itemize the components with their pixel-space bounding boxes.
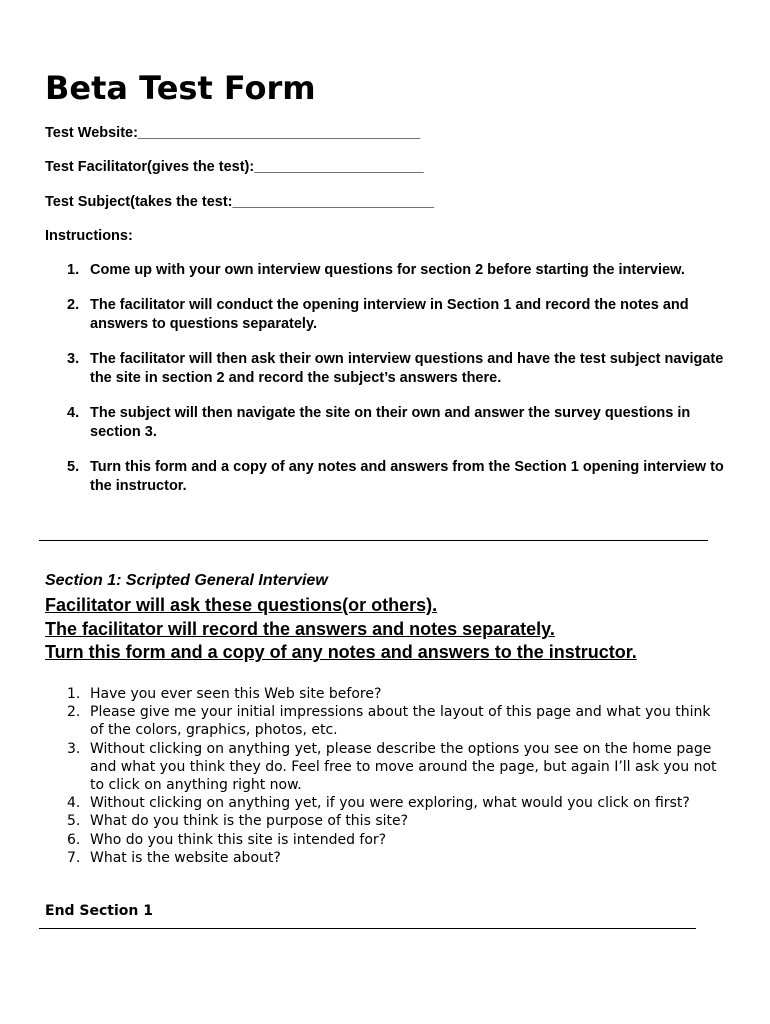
item-text: Please give me your initial impressions about the layout of this page and what you think of the colors, graphics, photos, etc. xyxy=(90,704,711,739)
item-number: 3. xyxy=(67,350,80,367)
end-section-1-label: End Section 1 xyxy=(45,903,153,919)
instructions-list xyxy=(45,261,725,512)
question-item xyxy=(45,812,725,830)
item-number: 7. xyxy=(67,849,81,866)
instruction-item xyxy=(45,404,725,443)
question-item xyxy=(45,831,725,849)
question-item xyxy=(45,703,725,739)
test-facilitator-field: Test Facilitator(gives the test):_____________________ xyxy=(45,159,424,175)
item-number: 1. xyxy=(67,686,81,702)
question-item xyxy=(45,849,725,867)
instruction-item xyxy=(45,261,725,281)
item-number: 2. xyxy=(67,296,80,313)
divider-line xyxy=(39,928,696,929)
item-text: What is the website about? xyxy=(90,849,281,866)
item-text: The subject will then navigate the site on their own and answer the survey questions in section 3. xyxy=(90,404,691,440)
question-item xyxy=(45,794,725,812)
item-number: 3. xyxy=(67,740,81,757)
instructions-label: Instructions: xyxy=(45,228,133,244)
item-text: Turn this form and a copy of any notes and answers from the Section 1 opening interview to the instructor. xyxy=(90,458,724,494)
item-text: Without clicking on anything yet, if you were exploring, what would you click on first? xyxy=(90,795,690,812)
item-text: The facilitator will then ask their own interview questions and have the test subject navigate the site in section 2 and record the subject’s answers there. xyxy=(90,350,724,386)
item-number: 6. xyxy=(67,831,81,848)
section-1-note: The facilitator will record the answers and notes separately. xyxy=(45,619,555,639)
section-1-note: Turn this form and a copy of any notes and answers to the instructor. xyxy=(45,642,637,662)
item-text: Without clicking on anything yet, please describe the options you see on the home page and what you think they do. Feel free to move around the page, but again I’ll ask you not to click on anything right now. xyxy=(90,740,717,794)
item-text: The facilitator will conduct the opening interview in Section 1 and record the notes and answers to questions separately. xyxy=(90,296,689,332)
item-text: What do you think is the purpose of this site? xyxy=(90,813,409,830)
question-item xyxy=(45,740,725,795)
instruction-item xyxy=(45,350,725,389)
item-text: Who do you think this site is intended for? xyxy=(90,831,387,848)
section-1-title: Section 1: Scripted General Interview xyxy=(45,572,328,589)
item-number: 2. xyxy=(67,704,81,721)
item-text: Come up with your own interview questions for section 2 before starting the interview. xyxy=(90,262,685,278)
section-1-note: Facilitator will ask these questions(or others). xyxy=(45,595,438,615)
divider-line xyxy=(39,540,708,541)
question-item xyxy=(45,685,725,703)
item-number: 5. xyxy=(67,813,81,830)
item-number: 4. xyxy=(67,404,80,421)
instruction-item xyxy=(45,296,725,335)
page-title: Beta Test Form xyxy=(45,69,316,107)
item-text: Have you ever seen this Web site before? xyxy=(90,686,382,702)
test-website-field: Test Website:___________________________________ xyxy=(45,125,421,141)
item-number: 1. xyxy=(67,262,80,278)
instruction-item xyxy=(45,458,725,497)
interview-questions-list xyxy=(45,685,725,867)
item-number: 4. xyxy=(67,795,81,812)
item-number: 5. xyxy=(67,458,80,475)
test-subject-field: Test Subject(takes the test:_________________________ xyxy=(45,194,435,210)
